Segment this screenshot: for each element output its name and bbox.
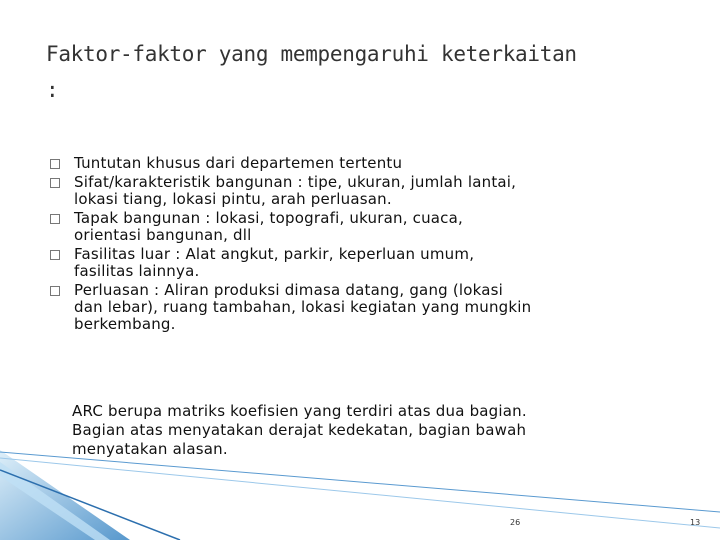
title-line: : [46, 78, 59, 102]
page-number-center: 26 [510, 518, 521, 527]
bullet-item [50, 246, 690, 280]
bullet-item [50, 210, 690, 244]
bullet-line: berkembang. [74, 315, 176, 333]
bullet-line: Tuntutan khusus dari departemen tertentu [74, 154, 403, 172]
bullet-item [50, 155, 690, 172]
bullet-list [50, 155, 690, 335]
note-line: Bagian atas menyatakan derajat kedekatan, bagian bawah [72, 421, 527, 439]
note-line: ARC berupa matriks koefisien yang terdiri atas dua bagian. [72, 402, 527, 420]
title-line: Faktor-faktor yang mempengaruhi keterkaitan [46, 42, 577, 66]
bullet-item [50, 282, 690, 333]
bullet-line: lokasi tiang, lokasi pintu, arah perluasan. [74, 190, 392, 208]
checkbox-bullet-icon [50, 214, 60, 224]
bullet-line: dan lebar), ruang tambahan, lokasi kegiatan yang mungkin [74, 298, 532, 316]
bullet-line: Fasilitas luar : Alat angkut, parkir, keperluan umum, [74, 245, 475, 263]
page-number-right: 13 [690, 518, 701, 527]
bullet-line: orientasi bangunan, dll [74, 226, 252, 244]
bullet-item [50, 174, 690, 208]
bullet-line: Tapak bangunan : lokasi, topografi, ukuran, cuaca, [74, 209, 463, 227]
note-line: menyatakan alasan. [72, 440, 228, 458]
bullet-line: fasilitas lainnya. [74, 262, 200, 280]
slide-title [46, 36, 686, 108]
checkbox-bullet-icon [50, 159, 60, 169]
checkbox-bullet-icon [50, 178, 60, 188]
bullet-line: Sifat/karakteristik bangunan : tipe, ukuran, jumlah lantai, [74, 173, 517, 191]
arc-note [72, 402, 692, 459]
bullet-line: Perluasan : Aliran produksi dimasa datang, gang (lokasi [74, 281, 504, 299]
checkbox-bullet-icon [50, 286, 60, 296]
checkbox-bullet-icon [50, 250, 60, 260]
